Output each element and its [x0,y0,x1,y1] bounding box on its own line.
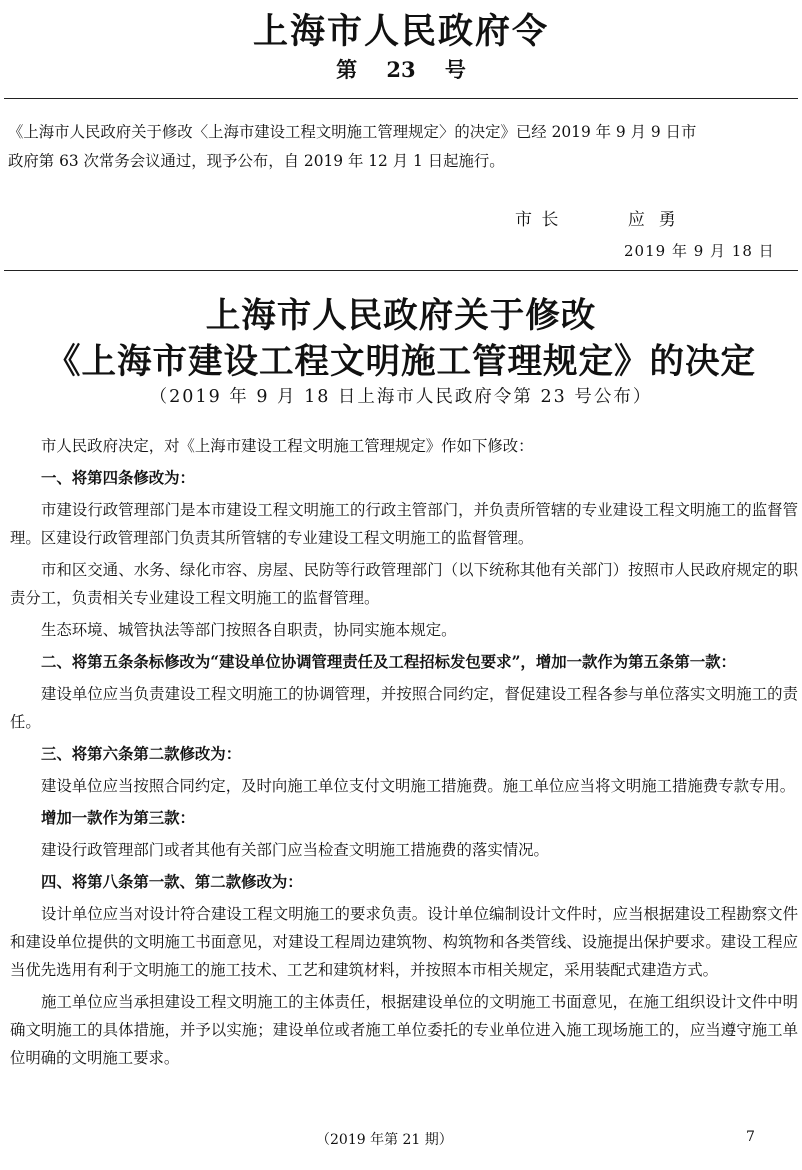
body-paragraph: 建设单位应当按照合同约定，及时向施工单位支付文明施工措施费。施工单位应当将文明施工措施费专款专用。 [41,777,796,795]
order-title: 上海市人民政府令 [252,11,549,52]
mayor-signature [515,205,690,230]
promulgation-notice [8,118,794,176]
issue-number: （2019 年第 21 期） [316,1132,453,1148]
amendment-heading: 三、将第六条第二款修改为： [41,745,242,763]
decision-title-line-1: 上海市人民政府关于修改 [205,296,597,336]
decision-title-line-2: 《上海市建设工程文明施工管理规定》的决定 [46,342,756,382]
body-paragraph: 建设单位应当负责建设工程文明施工的协调管理，并按照合同约定，督促建设工程各参与单位落实文明施工的责任。 [10,685,798,731]
amendment-heading: 增加一款作为第三款： [41,809,195,827]
decision-body [10,432,798,1076]
amendment-heading: 一、将第四条修改为： [41,469,195,487]
body-paragraph: 市和区交通、水务、绿化市容、房屋、民防等行政管理部门（以下统称其他有关部门）按照市人民政府规定的职责分工，负责相关专业建设工程文明施工的监督管理。 [10,561,798,607]
body-paragraph: 建设行政管理部门或者其他有关部门应当检查文明施工措施费的落实情况。 [41,841,549,859]
order-number: 第 23 号 [336,57,466,82]
signature-date: 2019 年 9 月 18 日 [624,242,775,260]
header-divider [4,98,798,99]
mayor-position: 市 长 [515,210,561,230]
promulgation-line-1: 《上海市人民政府关于修改〈上海市建设工程文明施工管理规定〉的决定》已经 2019 年 9 月 9 日市 [8,123,697,141]
body-paragraph: 设计单位应当对设计符合建设工程文明施工的要求负责。设计单位编制设计文件时，应当根据建设工程勘察文件和建设单位提供的文明施工书面意见，对建设工程周边建筑物、构筑物和各类管线、设施提出保护要求。建设工程应当优先选用有利于文明施工的施工技术、工艺和建筑材料，并按照本市相关规定，采用装配式建造方式。 [10,905,798,979]
body-paragraph: 市人民政府决定，对《上海市建设工程文明施工管理规定》作如下修改： [41,437,534,455]
promulgation-line-2: 政府第 63 次常务会议通过，现予公布，自 2019 年 12 月 1 日起施行。 [8,152,505,170]
page-number: 7 [746,1129,755,1145]
decision-subtitle: （2019 年 9 月 18 日上海市人民政府令第 23 号公布） [149,387,653,407]
body-paragraph: 生态环境、城管执法等部门按照各自职责，协同实施本规定。 [41,621,457,639]
amendment-heading: 二、将第五条条标修改为“建设单位协调管理责任及工程招标发包要求”，增加一款作为第五条第一款： [41,653,736,671]
body-paragraph: 施工单位应当承担建设工程文明施工的主体责任，根据建设单位的文明施工书面意见，在施工组织设计文件中明确文明施工的具体措施，并予以实施；建设单位或者施工单位委托的专业单位进入施工现场施工的，应当遵守施工单位明确的文明施工要求。 [10,993,798,1067]
section-divider [4,270,798,271]
mayor-name: 应勇 [627,210,690,230]
body-paragraph: 市建设行政管理部门是本市建设工程文明施工的行政主管部门，并负责所管辖的专业建设工程文明施工的监督管理。区建设行政管理部门负责其所管辖的专业建设工程文明施工的监督管理。 [10,501,798,547]
amendment-heading: 四、将第八条第一款、第二款修改为： [41,873,303,891]
